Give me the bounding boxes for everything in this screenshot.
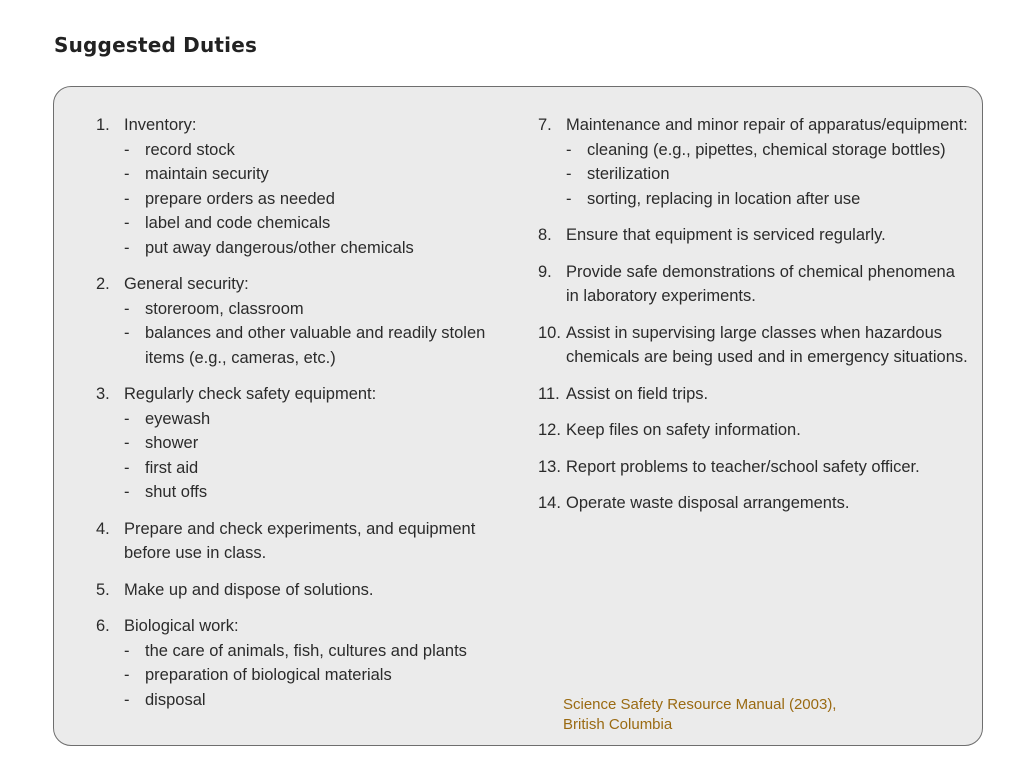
- duties-column-right: [538, 113, 968, 528]
- duty-subitem: [124, 211, 516, 236]
- duty-subitem-text: shower: [145, 434, 199, 452]
- duty-text: Operate waste disposal arrangements.: [566, 494, 850, 512]
- duty-item: [538, 223, 968, 248]
- duty-item: [96, 614, 516, 712]
- duty-number: 10.: [538, 323, 561, 342]
- duty-subitem-text: storeroom, classroom: [145, 299, 304, 318]
- duty-item: [538, 382, 968, 407]
- duty-subitem-text: balances and other valuable and readily stolen items (e.g., cameras, etc.): [145, 324, 486, 367]
- duty-subitem-text: first aid: [145, 458, 199, 477]
- source-citation: [563, 695, 923, 735]
- duty-number: 12.: [538, 421, 561, 439]
- duty-subitem: [566, 162, 968, 187]
- dash-bullet: -: [124, 458, 130, 477]
- duty-subitem: [124, 688, 516, 713]
- duty-text: Provide safe demonstrations of chemical phenomena in laboratory experiments.: [566, 262, 955, 305]
- dash-bullet: -: [124, 140, 130, 159]
- dash-bullet: -: [124, 214, 130, 232]
- duty-subitem: [124, 297, 516, 322]
- duty-number: 2.: [96, 275, 110, 293]
- duty-number: 3.: [96, 385, 110, 403]
- duty-text: Inventory:: [124, 116, 197, 134]
- duty-text: Regularly check safety equipment:: [124, 385, 377, 403]
- duty-text: Ensure that equipment is serviced regularly.: [566, 226, 886, 244]
- duty-subitem-text: eyewash: [145, 409, 211, 428]
- duty-item: [538, 455, 968, 480]
- citation-line-1: Science Safety Resource Manual (2003),: [563, 696, 837, 713]
- duty-item: [96, 272, 516, 370]
- duty-item: [538, 113, 968, 211]
- duty-subitem: [124, 431, 516, 456]
- duty-item: [96, 578, 516, 603]
- duty-number: 11.: [538, 384, 560, 403]
- dash-bullet: -: [566, 165, 572, 183]
- duty-subitem: [124, 480, 516, 505]
- duty-subitem: [124, 639, 516, 664]
- duty-subitem-text: disposal: [145, 690, 206, 709]
- duty-number: 4.: [96, 519, 110, 538]
- dash-bullet: -: [566, 189, 572, 208]
- dash-bullet: -: [124, 238, 130, 257]
- duty-text: Assist on field trips.: [566, 384, 709, 403]
- duty-text: Biological work:: [124, 617, 239, 635]
- duty-subitem: [124, 321, 516, 370]
- dash-bullet: -: [124, 299, 130, 318]
- citation-line-2: British Columbia: [563, 716, 673, 733]
- duty-subitem: [124, 138, 516, 163]
- duty-subitems: [124, 639, 516, 713]
- duty-subitem: [124, 187, 516, 212]
- duty-item: [96, 517, 516, 566]
- duty-item: [538, 418, 968, 443]
- duty-text: Keep files on safety information.: [566, 421, 801, 439]
- dash-bullet: -: [124, 165, 130, 183]
- duty-subitem: [566, 187, 968, 212]
- dash-bullet: -: [124, 434, 130, 452]
- duty-subitem-text: sorting, replacing in location after use: [587, 189, 861, 208]
- duty-subitem-text: the care of animals, fish, cultures and plants: [145, 641, 467, 660]
- duty-subitems: [566, 138, 968, 212]
- duty-number: 8.: [538, 226, 552, 244]
- duty-subitem: [124, 663, 516, 688]
- duty-number: 9.: [538, 262, 552, 281]
- dash-bullet: -: [124, 641, 130, 660]
- duty-subitem-text: put away dangerous/other chemicals: [145, 238, 414, 257]
- duty-item: [538, 260, 968, 309]
- duty-subitems: [124, 407, 516, 505]
- duty-subitem: [566, 138, 968, 163]
- dash-bullet: -: [124, 666, 130, 684]
- duty-subitem-text: shut offs: [145, 483, 208, 501]
- duty-subitems: [124, 138, 516, 261]
- duty-subitem-text: maintain security: [145, 165, 269, 183]
- duty-text: Assist in supervising large classes when hazardous chemicals are being used and in emergency situations.: [566, 323, 968, 366]
- dash-bullet: -: [124, 483, 130, 501]
- duty-subitem-text: sterilization: [587, 165, 670, 183]
- duty-subitem: [124, 456, 516, 481]
- page-title: Suggested Duties: [54, 33, 258, 57]
- duty-number: 6.: [96, 617, 110, 635]
- duty-subitem: [124, 162, 516, 187]
- dash-bullet: -: [124, 409, 130, 428]
- duty-item: [538, 491, 968, 516]
- duty-subitem: [124, 236, 516, 261]
- duty-text: Make up and dispose of solutions.: [124, 580, 374, 599]
- duty-text: Prepare and check experiments, and equipment before use in class.: [124, 519, 476, 562]
- duty-subitem-text: record stock: [145, 140, 235, 159]
- duty-item: [96, 382, 516, 505]
- duty-number: 1.: [96, 116, 110, 134]
- duty-text: Report problems to teacher/school safety officer.: [566, 457, 920, 476]
- duty-subitem-text: cleaning (e.g., pipettes, chemical storage bottles): [587, 140, 946, 159]
- duty-number: 7.: [538, 116, 552, 134]
- duties-column-left: [96, 113, 516, 724]
- duty-number: 14.: [538, 494, 561, 512]
- duty-subitem-text: prepare orders as needed: [145, 189, 335, 208]
- duty-item: [538, 321, 968, 370]
- duty-subitem-text: label and code chemicals: [145, 214, 331, 232]
- dash-bullet: -: [124, 189, 130, 208]
- duty-item: [96, 113, 516, 260]
- duties-panel: [53, 86, 983, 746]
- dash-bullet: -: [124, 324, 130, 342]
- dash-bullet: -: [566, 140, 572, 159]
- duty-subitem: [124, 407, 516, 432]
- duty-subitem-text: preparation of biological materials: [145, 666, 392, 684]
- dash-bullet: -: [124, 690, 130, 709]
- duty-subitems: [124, 297, 516, 371]
- duty-text: Maintenance and minor repair of apparatus/equipment:: [566, 116, 968, 134]
- duty-text: General security:: [124, 275, 249, 293]
- duty-number: 5.: [96, 580, 110, 599]
- duty-number: 13.: [538, 457, 561, 476]
